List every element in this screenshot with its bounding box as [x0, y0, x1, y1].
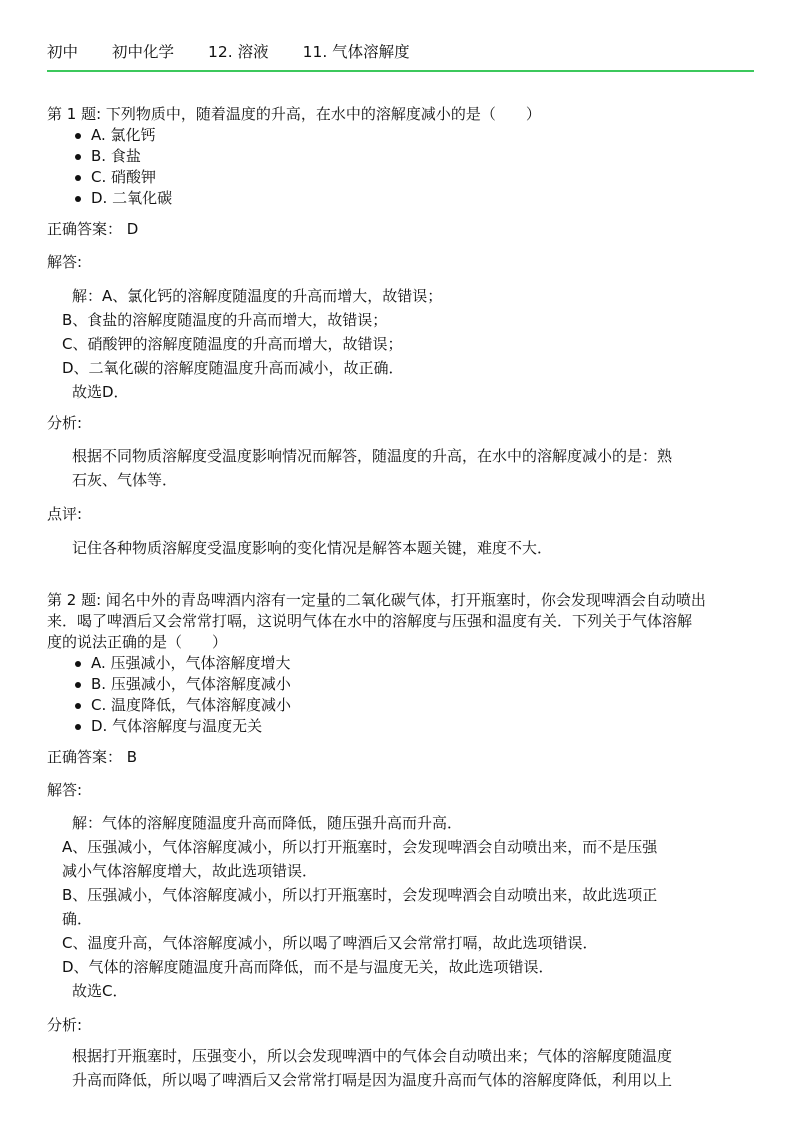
option-item: C. 温度降低，气体溶解度减小: [47, 695, 759, 716]
option-item: B. 压强减小，气体溶解度减小: [47, 674, 759, 695]
question-1-comment-label: 点评:: [47, 505, 83, 523]
solution-line: B、压强减小，气体溶解度减小，所以打开瓶塞时，会发现啤酒会自动喷出来，故此选项正: [62, 886, 658, 904]
question-2-analysis: [72, 1044, 732, 1092]
analysis-line: 根据不同物质溶解度受温度影响情况而解答，随温度的升高，在水中的溶解度减小的是：熟: [72, 447, 673, 465]
solution-line: 减小气体溶解度增大，故此选项错误．: [62, 862, 318, 880]
solution-line: A、压强减小，气体溶解度减小，所以打开瓶塞时，会发现啤酒会自动喷出来，而不是压强: [62, 838, 658, 856]
option-item: D. 气体溶解度与温度无关: [47, 716, 759, 737]
question-1-options: [47, 125, 759, 209]
option-item: B. 食盐: [47, 146, 759, 167]
comment-line: 记住各种物质溶解度受温度影响的变化情况是解答本题关键，难度不大．: [72, 539, 553, 557]
option-item: D. 二氧化碳: [47, 188, 759, 209]
solution-line: 确．: [62, 910, 93, 928]
option-item: A. 氯化钙: [47, 125, 759, 146]
question-1-solution: [62, 284, 732, 404]
question-1-comment: [72, 536, 732, 560]
solution-line: D、二氧化碳的溶解度随温度升高而减小，故正确．: [62, 359, 404, 377]
question-2-answer: 正确答案： B: [47, 748, 138, 766]
solution-line: 解：气体的溶解度随温度升高而降低，随压强升高而升高．: [72, 814, 463, 832]
breadcrumb: [47, 40, 444, 62]
question-2-solution: [62, 811, 732, 1003]
analysis-line: 根据打开瓶塞时，压强变小，所以会发现啤酒中的气体会自动喷出来；气体的溶解度随温度: [72, 1047, 673, 1065]
solution-line: B、食盐的溶解度随温度的升高而增大，故错误；: [62, 311, 388, 329]
option-item: C. 硝酸钾: [47, 167, 759, 188]
solution-line: 故选D．: [72, 383, 129, 401]
question-2-options: [47, 653, 759, 737]
question-2-analysis-label: 分析:: [47, 1016, 83, 1034]
solution-line: D、气体的溶解度随温度升高而降低，而不是与温度无关，故此选项错误．: [62, 958, 554, 976]
solution-line: 解：A、氯化钙的溶解度随温度的升高而增大，故错误；: [72, 287, 443, 305]
breadcrumb-level[interactable]: 初中: [47, 43, 79, 61]
option-item: A. 压强减小，气体溶解度增大: [47, 653, 759, 674]
question-1-solution-label: 解答:: [47, 253, 83, 271]
breadcrumb-subject[interactable]: 初中化学: [112, 43, 175, 61]
question-1: [47, 104, 759, 209]
analysis-line: 升高而降低，所以喝了啤酒后又会常常打嗝是因为温度升高而气体的溶解度降低，利用以上: [72, 1071, 673, 1089]
question-2-solution-label: 解答:: [47, 781, 83, 799]
question-2-text-line: 来．喝了啤酒后又会常常打嗝，这说明气体在水中的溶解度与压强和温度有关．下列关于气体溶解: [47, 612, 693, 630]
breadcrumb-topic[interactable]: 11. 气体溶解度: [302, 43, 410, 61]
question-1-text: 第 1 题: 下列物质中，随着温度的升高，在水中的溶解度减小的是（ ）: [47, 105, 541, 123]
question-1-analysis-label: 分析:: [47, 414, 83, 432]
header-divider: [47, 70, 754, 72]
breadcrumb-chapter[interactable]: 12. 溶液: [208, 43, 269, 61]
question-1-analysis: [72, 444, 732, 492]
question-2-text-line: 第 2 题: 闻名中外的青岛啤酒内溶有一定量的二氧化碳气体，打开瓶塞时，你会发现啤酒会自动喷出: [47, 591, 706, 609]
question-1-answer: 正确答案： D: [47, 220, 139, 238]
solution-line: C、温度升高，气体溶解度减小，所以喝了啤酒后又会常常打嗝，故此选项错误．: [62, 934, 598, 952]
question-2: [47, 590, 759, 737]
analysis-line: 石灰、气体等．: [72, 471, 178, 489]
solution-line: 故选C．: [72, 982, 128, 1000]
solution-line: C、硝酸钾的溶解度随温度的升高而增大，故错误；: [62, 335, 403, 353]
question-2-text-line: 度的说法正确的是（ ）: [47, 633, 228, 651]
